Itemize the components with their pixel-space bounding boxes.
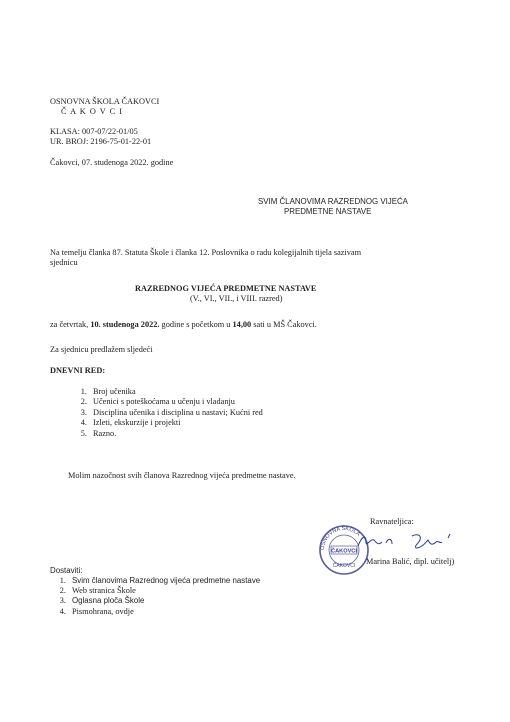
- delivery-item: 2. Web stranica Škole: [59, 586, 136, 596]
- agenda-item: 5. Razno.: [80, 428, 117, 438]
- proposal-line: Za sjednicu predlažem sljedeći: [50, 345, 153, 354]
- agenda-item: 1. Broj učenika: [80, 387, 136, 396]
- delivery-heading: Dostaviti:: [50, 566, 83, 575]
- delivery-item: 1. Svim članovima Razrednog vijeća predmetne nastave: [59, 576, 261, 585]
- ur-broj: UR. BROJ: 2196-75-01-22-01: [50, 137, 152, 146]
- meeting-subtitle: (V., VI., VII., i VIII. razred): [190, 294, 283, 303]
- agenda-item: 2. Učenici s poteškoćama u učenju i vladanju: [80, 397, 235, 407]
- closing-line: Molim nazočnost svih članova Razrednog vijeća predmetne nastave.: [68, 471, 296, 480]
- signature-role: Ravnateljica:: [370, 517, 414, 526]
- delivery-item: 4. Pismohrana, ovdje: [59, 606, 134, 616]
- schedule-line: za četvrtak, 10. studenoga 2022. godine s početkom u 14,00 sati u MŠ Čakovci.: [50, 320, 317, 329]
- svg-text:ČAKOVCI: ČAKOVCI: [332, 563, 356, 569]
- agenda-item: 4. Izleti, ekskurzije i projekti: [80, 418, 181, 428]
- recipient-line1: SVIM ČLANOVIMA RAZREDNOG VIJEĆA: [258, 197, 408, 206]
- agenda-list: [71, 387, 263, 439]
- delivery-list: [50, 576, 260, 617]
- school-name: OSNOVNA ŠKOLA ČAKOVCI: [50, 97, 160, 106]
- svg-text:OSNOVNA ŠKOLA: OSNOVNA ŠKOLA: [319, 525, 362, 551]
- signature-name: Marina Balić, dipl. učitelj): [366, 557, 455, 566]
- klasa: KLASA: 007-07/22-01/05: [50, 127, 138, 136]
- meeting-title: RAZREDNOG VIJEĆA PREDMETNE NASTAVE: [135, 284, 317, 293]
- school-location: Č A K O V C I: [61, 107, 124, 116]
- intro-line2: sjednicu: [50, 258, 78, 267]
- delivery-item: 3. Oglasna ploča Škole: [59, 596, 145, 606]
- svg-text:ČAKOVCI: ČAKOVCI: [331, 548, 357, 555]
- agenda-heading: DNEVNI RED:: [50, 366, 106, 375]
- agenda-item: 3. Disciplina učenika i disciplina u nastavi; Kućni red: [80, 407, 263, 417]
- intro-line1: Na temelju članka 87. Statuta Škole i članka 12. Poslovnika o radu kolegijalnih tijela sazivam: [50, 248, 362, 257]
- handwritten-signature: [352, 528, 462, 556]
- date-place: Čakovci, 07. studenoga 2022. godine: [50, 158, 174, 167]
- recipient-line2: PREDMETNE NASTAVE: [284, 207, 372, 216]
